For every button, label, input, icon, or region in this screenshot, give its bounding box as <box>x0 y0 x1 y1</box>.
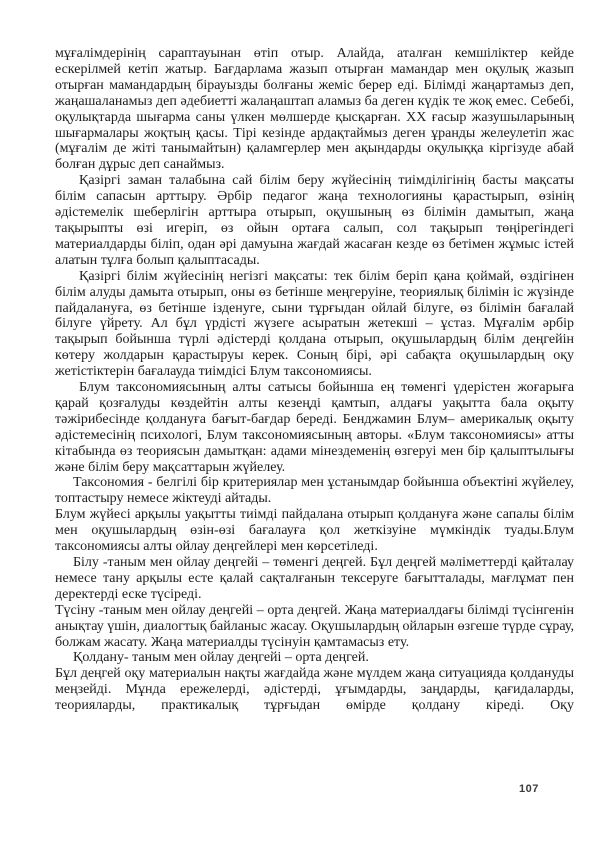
page-text-block <box>55 46 574 714</box>
paragraph-continues-next-page: Бұл деңгей оқу материалын нақты жағдайда және мүлдем жаңа ситуацияда қолдануды меңзейді. Мұнда ережелерді, әдістерді, ұғымдарды, заңдарды, қағидаларды, теорияларды, практикалық тұрғыдан өмірде қолдану кіреді. Оқу <box>55 666 574 714</box>
paragraph: Таксономия - белгілі бір критериялар мен ұстанымдар бойынша объектіні жүйелеу, топтастыру немесе жіктеуді айтады. <box>55 475 574 507</box>
paragraph: Блум таксономиясының алты сатысы бойынша ең төменгі үдерістен жоғарыға қарай қозғалуды көздейтін алты кезеңді қамтып, алдағы уақытта бала оқыту тәжірибесінде қолдануға бағыт-бағдар береді. Бенджамин Блум– америкалық оқыту әдістемесінің психологі, Блум таксономиясының авторы. «Блум таксономиясы» атты кітабында өз теориясын дамытқан: адами мінездеменің өзгеруі мен бір қалыптылығы және білім беру мақсаттарын жүйелеу. <box>55 380 574 475</box>
paragraph: Түсіну -таным мен ойлау деңгейі – орта деңгей. Жаңа материалдағы білімді түсінгенін анықтау үшін, диалогтық байланыс жасау. Оқушылардың ойларын өзгеше түрде сұрау, болжам жасату. Жаңа материалды түсінуін қамтамасыз ету. <box>55 602 574 650</box>
page-number: 107 <box>519 783 539 795</box>
paragraph: Қазіргі білім жүйесінің негізгі мақсаты: тек білім беріп қана қоймай, өздігінен білім алуды дамыта отырып, оны өз бетінше меңгеруіне, теориялық білімін іс жүзінде пайдалануға, өз бетінше ізденуге, сыни тұрғыдан ойлай білуге, өз білімін бағалай білуге үйрету. Ал бұл үрдісті жүзеге асыратын жетекші – ұстаз. Мұғалім әрбір тақырып бойынша түрлі әдістерді қолдана отырып, оқушылардың білім деңгейін көтеру жолдарын қарастыруы керек. Соның бірі, әрі сабақта оқушылардың оқу жетістіктерін бағалауда тиімдісі Блум таксономиясы. <box>55 268 574 380</box>
paragraph: Қолдану- таным мен ойлау деңгейі – орта деңгей. <box>73 650 369 666</box>
paragraph: Қазіргі заман талабына сай білім беру жүйесінің тиімділігінің басты мақсаты білім сапасын арттыру. Әрбір педагог жаңа технологияны қарастырып, өзінің әдістемелік шеберлігін арттыра отырып, оқушының өз білімін дамытып, жаңа тақырыпты өзі игеріп, өз ойын ортаға салып, сол тақырып төңірегіндегі материалдарды біліп, одан әрі дамуына жағдай жасаған кезде өз бетімен жұмыс істей алатын тұлға болып қалыптасады. <box>55 173 574 268</box>
paragraph: Блум жүйесі арқылы уақытты тиімді пайдалана отырып қолдануға және сапалы білім мен оқушылардың өзін-өзі бағалауға қол жеткізуіне мүмкіндік туады.Блум таксономиясы алты ойлау деңгейлері мен көрсетіледі. <box>55 507 574 555</box>
paragraph: Білу -таным мен ойлау деңгейі – төменгі деңгей. Бұл деңгей мәліметтерді қайталау немесе тану арқылы есте қалай сақталғанын тексеруге бағытталады, мағлұмат пен деректерді еске түсіреді. <box>55 555 574 602</box>
paragraph-continuation: мұғалімдерінің сараптауынан өтіп отыр. Алайда, аталған кемшіліктер кейде ескерілмей кетіп жатыр. Бағдарлама жазып отырған мамандар мен оқулық жазып отырған мамандардың бірауызды болғаны жеміс берер еді. Білімді жаңартамыз деп, жаңашаланамыз деп әдебиетті жалаңаштап аламыз ба деген күдік те жоқ емес. Себебі, оқулықтарда шығарма саны үлкен мөлшерде қысқарған. ХХ ғасыр жазушыларының шығармалары жоқтың қасы. Тірі кезінде ардақтаймыз деген ұранды желеулетіп жас (мұғалім де жіті танымайтын) қаламгерлер мен ақындарды оқулыққа кіргізуде абай болған дұрыс деп санаймыз. <box>55 46 574 173</box>
